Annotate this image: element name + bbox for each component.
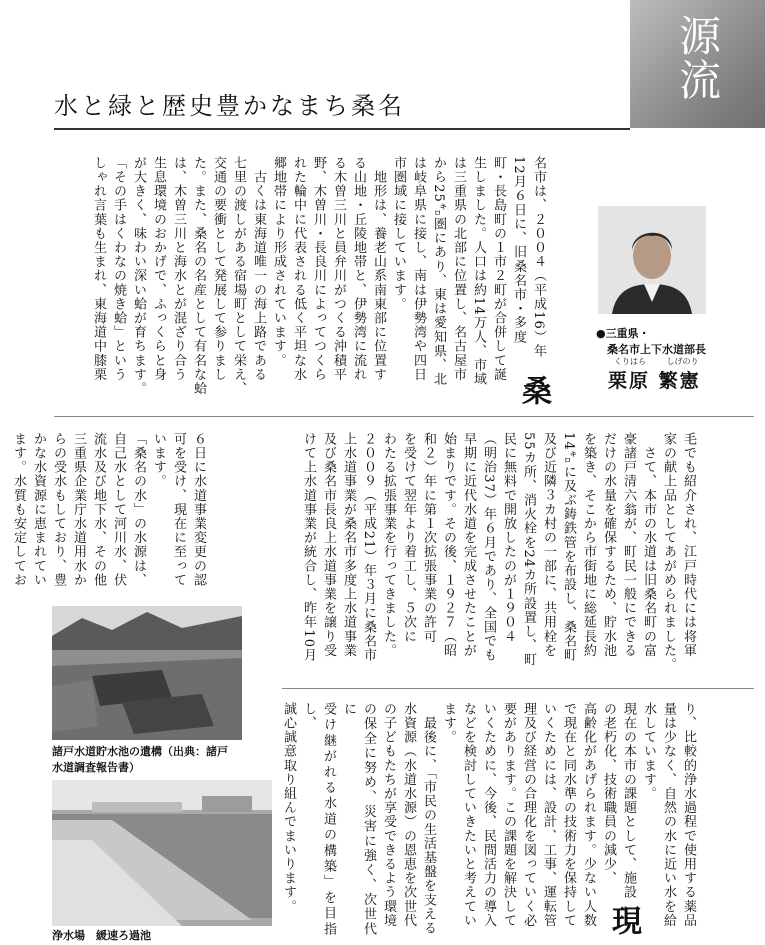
- section-2-text-b: [11, 432, 206, 587]
- section-title: 源流: [673, 14, 722, 102]
- section-2a-column-19: 及び桑名市長良上水道事業を譲り受: [321, 432, 336, 658]
- section-1-column-23: しゃれ言葉も生まれ、東海道中膝栗: [91, 156, 106, 382]
- section-2a-column-15: を受けて翌年より着工し、５次に: [401, 432, 416, 644]
- section-3-column-2: 量は少なく、自然の水に近い水を給: [661, 702, 676, 928]
- photo-2-caption: 浄水場 緩速ろ過池: [52, 929, 151, 942]
- section-2a-column-8: 及び近隣３カ村の一部に、共用栓を: [541, 432, 556, 658]
- section-1-text: [91, 156, 546, 396]
- section-2a-column-20: けて上水道事業が統合し、昨年10月: [301, 432, 316, 663]
- section-1-column-14: 郷地帯により形成されています。: [271, 156, 286, 368]
- author-portrait: [598, 206, 706, 314]
- section-1-column-21: が大きく、味わい深い蛤が育ちます。: [131, 156, 146, 396]
- photo-1-caption: 諸戸水道貯水池の遺構（出典：諸戸 水道調査報告書）: [52, 745, 228, 774]
- section-2b-column-5: 自己水として河川水、伏: [111, 432, 126, 588]
- section-3-column-16: の子どもたちが享受できるよう環境: [381, 702, 396, 928]
- section-3-column-19: 誠心誠意取り組んでまいります。: [281, 702, 296, 914]
- section-1-column-2: 12月６日に、旧桑名市・多度: [511, 156, 526, 344]
- section-1-column-19: は、木曽三川と海水とが混ざり合う: [171, 156, 186, 382]
- section-2b-column-7: 三重県企業庁水道用水か: [71, 432, 86, 588]
- author-name: 栗原 繁憲: [608, 370, 701, 392]
- section-2a-column-1: 毛でも紹介され、江戸時代には将軍: [681, 432, 696, 658]
- body-section-2-continued: [11, 432, 208, 600]
- section-1-column-4: 生しました。人口は約14万人、市域: [471, 156, 486, 387]
- section-divider-2: [282, 688, 754, 689]
- dropcap-gen: 現: [606, 904, 641, 936]
- article-headline: 水と緑と歴史豊かなまち桑名: [54, 92, 405, 120]
- section-2a-column-2: 家の献上品としてあがめられました。: [661, 432, 676, 672]
- section-3-column-1: り、比較的浄水過程で使用する薬品: [681, 702, 696, 928]
- section-3-column-3: 水しています。: [641, 702, 656, 801]
- section-2a-column-14: 和２）年に第１次拡張事業の許可: [421, 432, 436, 644]
- author-affiliation: ●三重県・ 桑名市上下水道部長: [596, 327, 706, 356]
- section-1-column-11: る木曽三川と員弁川がつくる沖積平: [331, 156, 346, 382]
- section-3-column-7: で現在と同水準の技術力を保持して: [561, 702, 576, 928]
- section-corner-block: [630, 0, 765, 128]
- section-1-column-7: は岐阜県に接し、南は伊勢湾や四日: [411, 156, 426, 382]
- body-section-1: [56, 156, 551, 406]
- section-2b-column-9: かな水資源に恵まれてい: [31, 432, 46, 588]
- section-2a-column-9: 55カ所、消火栓を24カ所設置し、町: [521, 432, 536, 667]
- section-3-column-6: 高齢化があげられます。少ない人数: [581, 702, 596, 928]
- section-1-column-3: 町・長島町の１市２町が合併して誕: [491, 156, 506, 382]
- body-section-2: [210, 432, 698, 684]
- section-3-column-13: ます。: [441, 702, 456, 745]
- section-3-column-14: 最後に、「市民の生活基盤を支える: [421, 702, 436, 936]
- section-3-column-11: いくために、今後、民間活力の導入: [481, 702, 496, 928]
- section-1-column-12: 野、木曽川・長良川によってつくら: [311, 156, 326, 382]
- body-section-3: [281, 702, 698, 936]
- section-2a-column-5: だけの水量を確保するため、貯水池: [601, 432, 616, 658]
- section-2-text-a: [301, 432, 696, 672]
- section-1-column-18: た。また、桑名の名産として有名な蛤: [191, 156, 206, 396]
- section-2a-column-13: 始まりです。その後、１９２７（昭: [441, 432, 456, 658]
- section-3-column-9: 理及び経営の合理化を図っていく必: [521, 702, 536, 928]
- section-1-column-13: れた輪中に代表される低く平坦な水: [291, 156, 306, 382]
- section-2b-column-8: らの受水もしており、豊: [51, 432, 66, 588]
- section-divider-1: [54, 416, 754, 417]
- section-1-column-6: から25㌔圏にあり、東は愛知県、北: [431, 156, 446, 387]
- section-2a-column-18: 上水道事業が桑名市多度上水道事業: [341, 432, 356, 658]
- section-3-column-4: 現在の本市の課題として、施設: [621, 702, 636, 900]
- section-2a-column-16: わたる拡張事業を行ってきました。: [381, 432, 396, 658]
- section-3-column-18: 受け継がれる水道の構築」を目指し、: [301, 702, 336, 936]
- slow-filtration-pond-photo: [52, 780, 272, 926]
- section-1-column-10: る山地・丘陵地帯と、伊勢湾に流れ: [351, 156, 366, 382]
- dropcap-kuwa: 桑: [516, 374, 551, 406]
- ruby-last-name: くりはら: [614, 357, 646, 366]
- section-1-column-5: は三重県の北部に位置し、名古屋市: [451, 156, 466, 382]
- ruby-first-name: しげのり: [666, 357, 699, 366]
- section-2a-column-17: ２００９（平成21）年３月に桑名市: [361, 432, 376, 663]
- section-2b-column-10: ます。水質も安定してお: [11, 432, 26, 588]
- section-3-column-8: いくためには、設計、工事、運転管: [541, 702, 556, 928]
- section-2b-column-2: 可を受け、現在に至って: [171, 432, 186, 588]
- section-2b-column-4: 「桑名の水」の水源は、: [131, 432, 146, 588]
- section-2b-column-1: ６日に水道事業変更の認: [191, 432, 206, 588]
- section-3-column-10: 要があります。この課題を解決して: [501, 702, 516, 928]
- section-1-column-15: 古くは東海道唯一の海上路である: [251, 156, 266, 382]
- section-1-column-1: 名市は、２００４（平成16）年: [531, 156, 546, 359]
- section-3-column-15: 水資源（水道水源）の恩恵を次世代: [401, 702, 416, 928]
- section-2a-column-12: 早期に近代水道を完成させたことが: [461, 432, 476, 658]
- section-2a-column-10: 民に無料で開放したのが１９０４: [501, 432, 516, 644]
- section-2a-column-6: を築き、そこから市街地に総延長約: [581, 432, 596, 658]
- section-3-column-17: の保全に努め、災害に強く、次世代に: [341, 702, 376, 936]
- section-2b-column-3: います。: [151, 432, 166, 489]
- section-1-column-20: 生息環境のおかげで、ふっくらと身: [151, 156, 166, 382]
- section-3-text: [281, 702, 696, 936]
- section-1-column-8: 市圏域に接しています。: [391, 156, 406, 312]
- section-2a-column-3: さて、本市の水道は旧桑名町の富: [641, 432, 656, 658]
- section-2b-column-6: 流水及び地下水、その他: [91, 432, 106, 588]
- section-2a-column-11: （明治37）年６月であり、全国でも: [481, 432, 496, 663]
- section-1-column-16: 七里の渡しがある宿場町として栄え、: [231, 156, 246, 396]
- section-1-column-9: 地形は、養老山系南東部に位置す: [371, 156, 386, 382]
- reservoir-remains-photo: [52, 606, 242, 740]
- section-2a-column-7: 14㌔に及ぶ鋳鉄管を布設し、桑名町: [561, 432, 576, 663]
- section-2a-column-4: 豪諸戸清六翁が、町民一般にできる: [621, 432, 636, 658]
- section-3-column-5: の老朽化、技術職員の減少、: [601, 702, 616, 886]
- section-1-column-17: 交通の要衝として発展して参りまし: [211, 156, 226, 382]
- section-3-column-12: などを検討していきたいと考えてい: [461, 702, 476, 928]
- headline-underline: [54, 128, 630, 130]
- section-1-column-22: 「その手はくわなの焼き蛤」という: [111, 156, 126, 382]
